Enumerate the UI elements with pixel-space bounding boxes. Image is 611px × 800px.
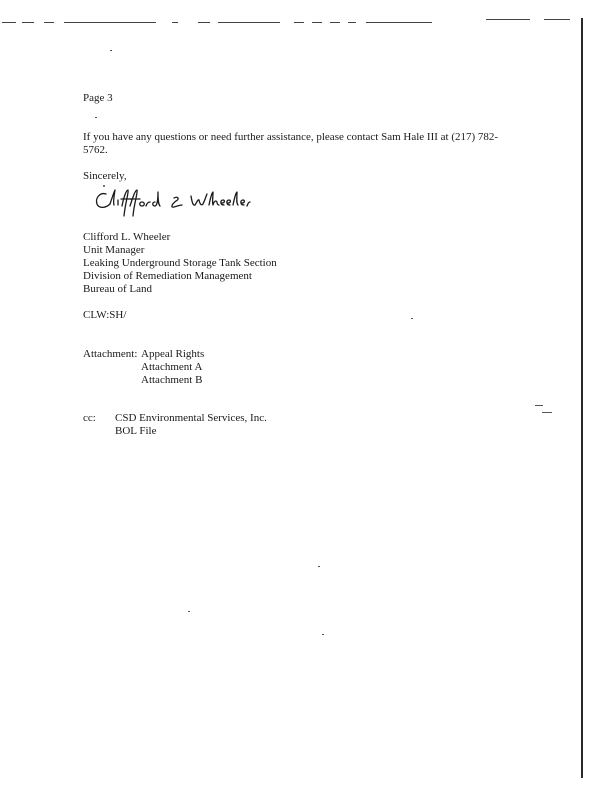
signer-name: Clifford L. Wheeler [83, 231, 171, 243]
reference-initials: CLW:SH/ [83, 309, 127, 321]
scan-artifact-dash [544, 19, 570, 20]
attachment-item: Attachment A [141, 361, 203, 373]
page-label: Page 3 [83, 92, 113, 104]
scan-artifact-speck [188, 611, 190, 612]
attachment-item: Attachment B [141, 374, 203, 386]
scan-artifact-dash [486, 19, 530, 20]
cc-recipient: CSD Environmental Services, Inc. [115, 412, 267, 424]
attachment-label: Attachment: [83, 348, 138, 360]
scan-artifact-dash [366, 22, 432, 23]
signer-bureau: Bureau of Land [83, 283, 153, 295]
scan-artifact-dash [348, 22, 356, 23]
scan-artifact-dash [172, 22, 178, 23]
cc-recipient: BOL File [115, 425, 157, 437]
attachment-item: Appeal Rights [141, 348, 205, 360]
scan-artifact-speck [535, 405, 543, 406]
scan-artifact-dash [330, 22, 340, 23]
cc-label: cc: [83, 412, 96, 424]
signer-division: Division of Remediation Management [83, 270, 252, 282]
closing: Sincerely, [83, 170, 127, 182]
scan-artifact-dash [64, 22, 156, 23]
scan-artifact-dash [44, 22, 54, 23]
body-paragraph: If you have any questions or need further assistance, please contact Sam Hale III at (217) 782-5762. [83, 131, 499, 156]
scan-artifact-speck [318, 566, 320, 567]
scan-artifact-dash [198, 22, 210, 23]
scan-artifact-edge-line [581, 18, 583, 778]
scan-artifact-dash [294, 22, 304, 23]
scan-artifact-speck [542, 412, 552, 413]
scan-artifact-dash [2, 22, 16, 23]
scan-artifact-speck [411, 318, 413, 319]
scan-artifact-speck [110, 50, 112, 51]
scan-artifact-dash [22, 22, 34, 23]
signer-title: Unit Manager [83, 244, 145, 256]
scan-artifact-dash [312, 22, 322, 23]
scan-artifact-speck [95, 117, 97, 118]
signer-section: Leaking Underground Storage Tank Section [83, 257, 277, 269]
scan-artifact-dash [218, 22, 280, 23]
handwritten-signature-icon [92, 184, 252, 220]
scan-artifact-speck [322, 634, 324, 635]
